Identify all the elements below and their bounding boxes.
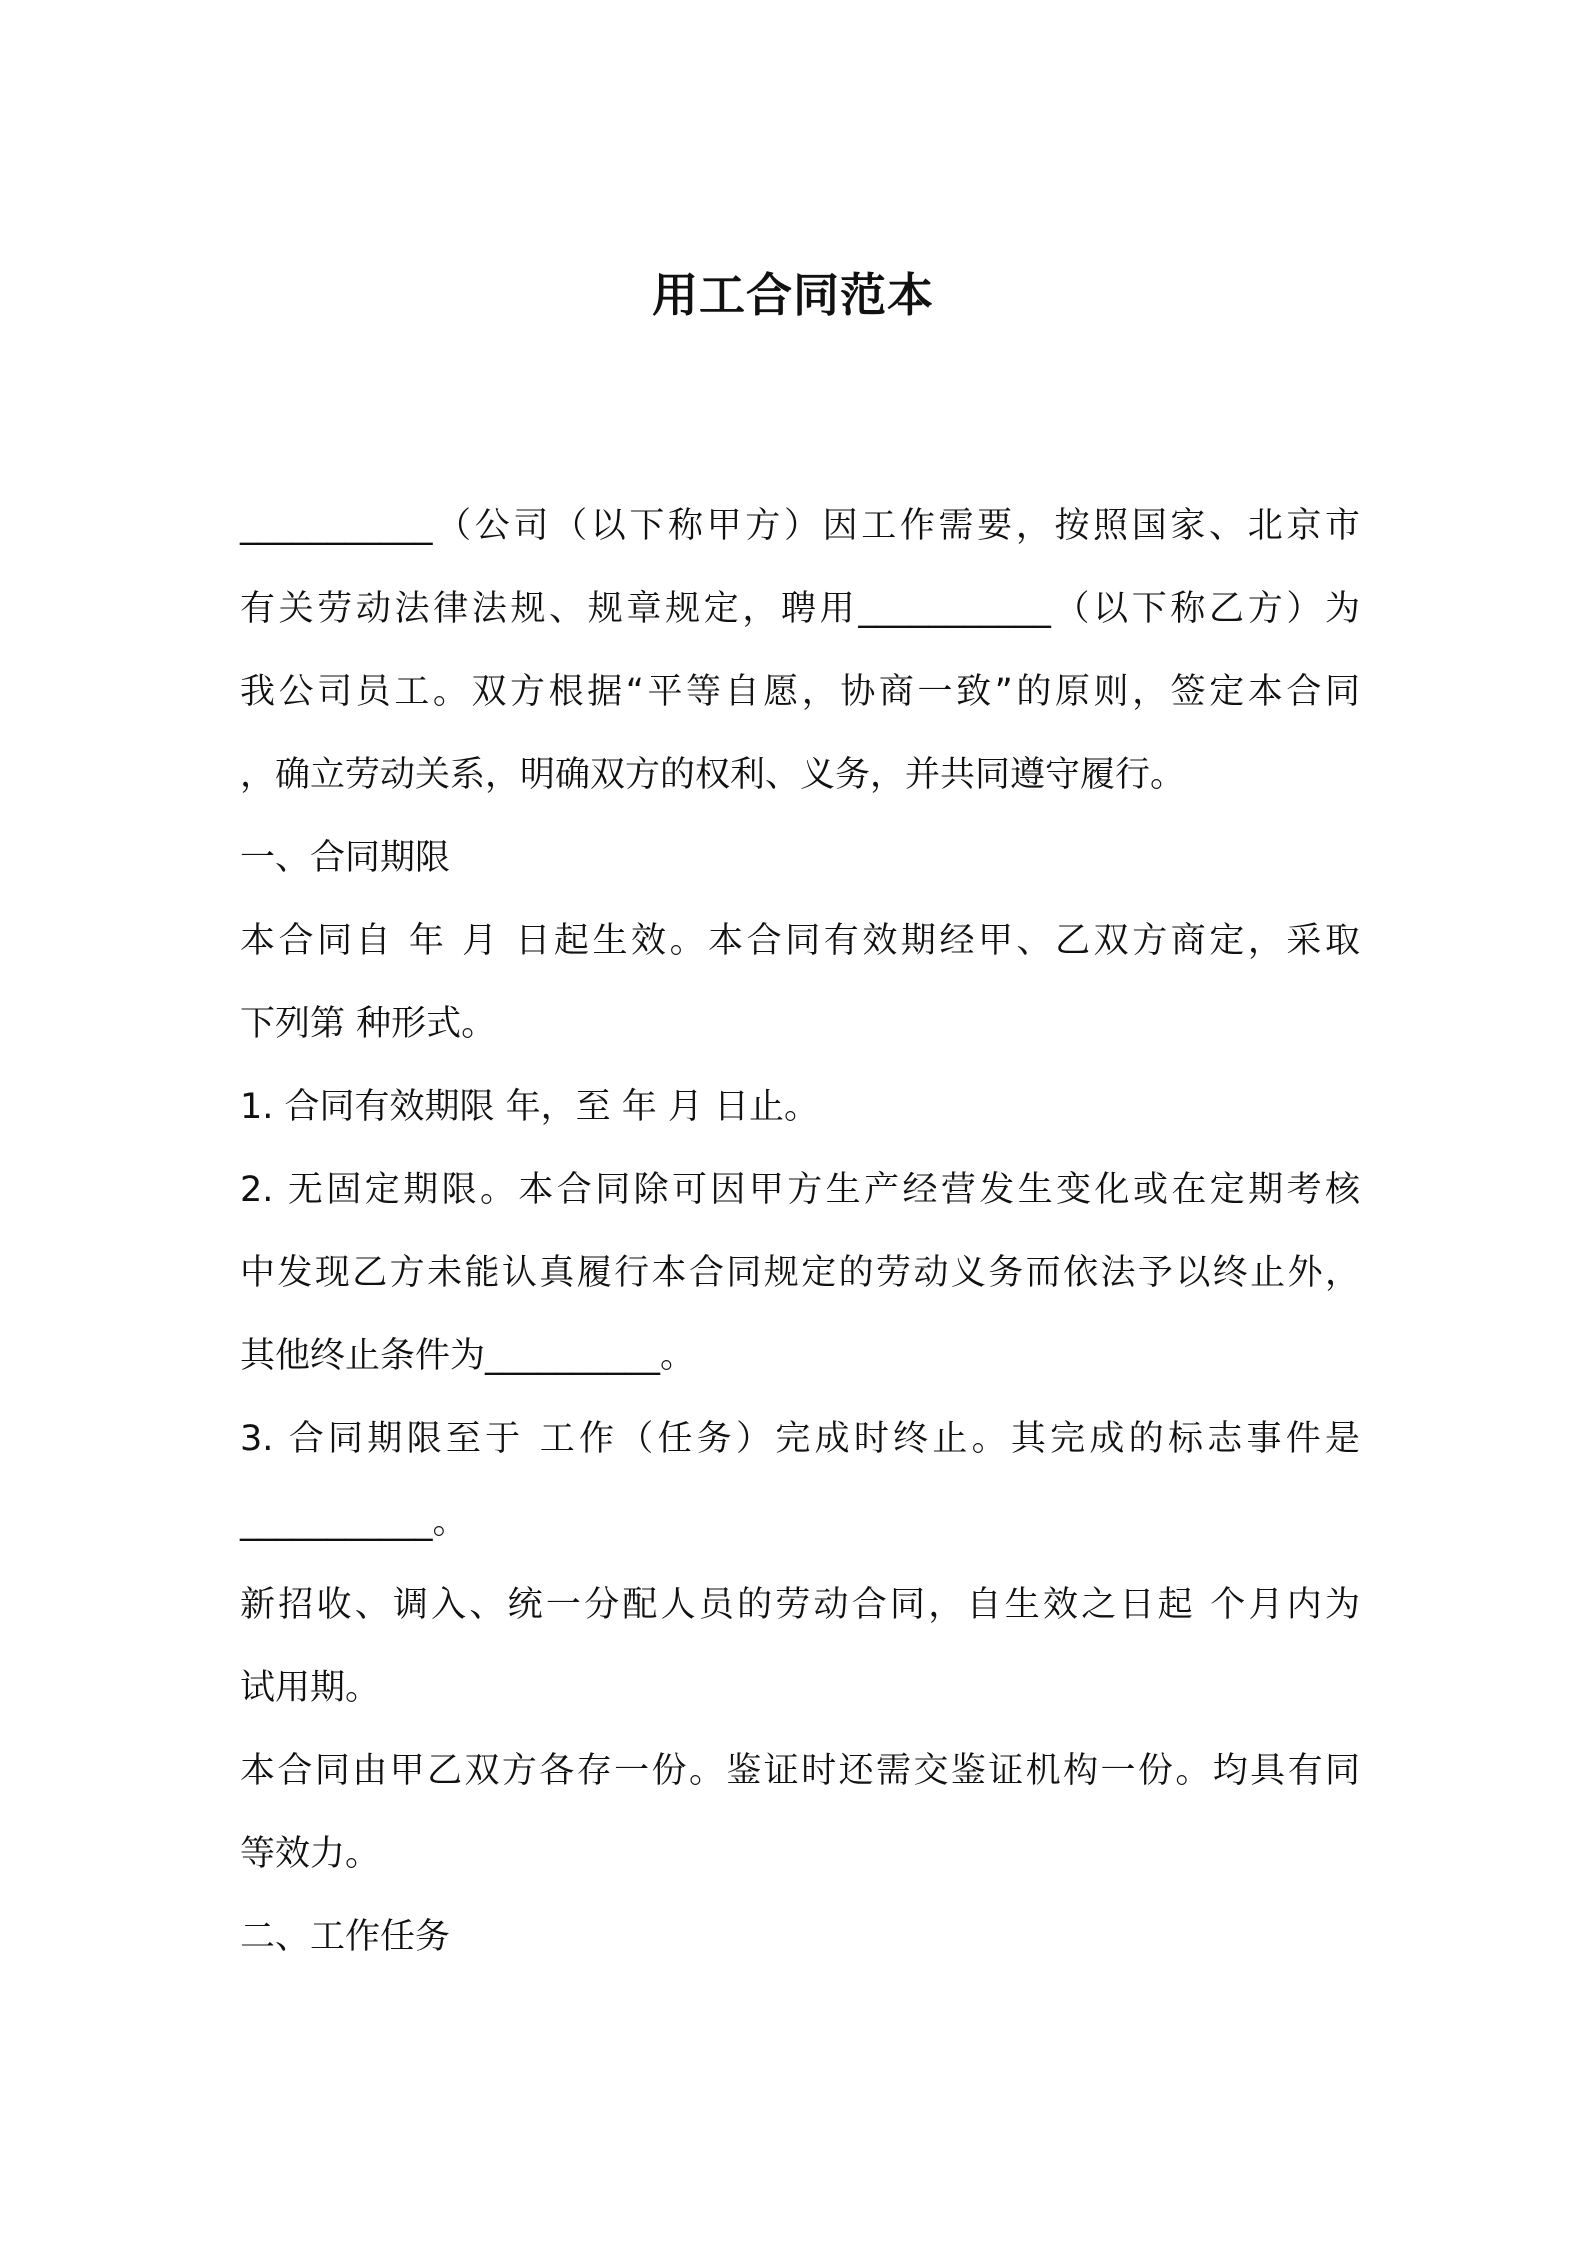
paragraph-line: 我公司员工。双方根据“平等自愿，协商一致”的原则，签定本合同: [240, 672, 1360, 712]
document-body: [240, 485, 1360, 1979]
paragraph-line: 等效力。: [240, 1834, 381, 1874]
paragraph-line: 试用期。: [240, 1668, 381, 1708]
paragraph-line: ___________（公司（以下称甲方）因工作需要，按照国家、北京市: [240, 506, 1360, 546]
paragraph-line: 本合同自 年 月 日起生效。本合同有效期经甲、乙双方商定，采取: [240, 921, 1360, 961]
paragraph-line: 中发现乙方未能认真履行本合同规定的劳动义务而依法予以终止外，: [240, 1253, 1360, 1293]
document-title: 用工合同范本: [652, 268, 934, 322]
paragraph-line: ___________。: [240, 1502, 468, 1542]
paragraph-line: 其他终止条件为__________。: [240, 1336, 696, 1376]
paragraph-line: 新招收、调入、统一分配人员的劳动合同，自生效之日起 个月内为: [240, 1585, 1360, 1625]
list-item: 2. 无固定期限。本合同除可因甲方生产经营发生变化或在定期考核: [240, 1170, 1360, 1210]
list-item: 1. 合同有效期限 年，至 年 月 日止。: [240, 1087, 820, 1127]
section-heading: 一、合同期限: [240, 838, 451, 878]
paragraph-line: 有关劳动法律法规、规章规定，聘用___________（以下称乙方）为: [240, 589, 1360, 629]
paragraph-line: ，确立劳动关系，明确双方的权利、义务，并共同遵守履行。: [240, 755, 1186, 795]
paragraph-line: 下列第 种形式。: [240, 1004, 497, 1044]
paragraph-line: 本合同由甲乙双方各存一份。鉴证时还需交鉴证机构一份。均具有同: [240, 1751, 1360, 1791]
list-item: 3. 合同期限至于 工作（任务）完成时终止。其完成的标志事件是: [240, 1419, 1360, 1459]
section-heading: 二、工作任务: [240, 1917, 451, 1957]
